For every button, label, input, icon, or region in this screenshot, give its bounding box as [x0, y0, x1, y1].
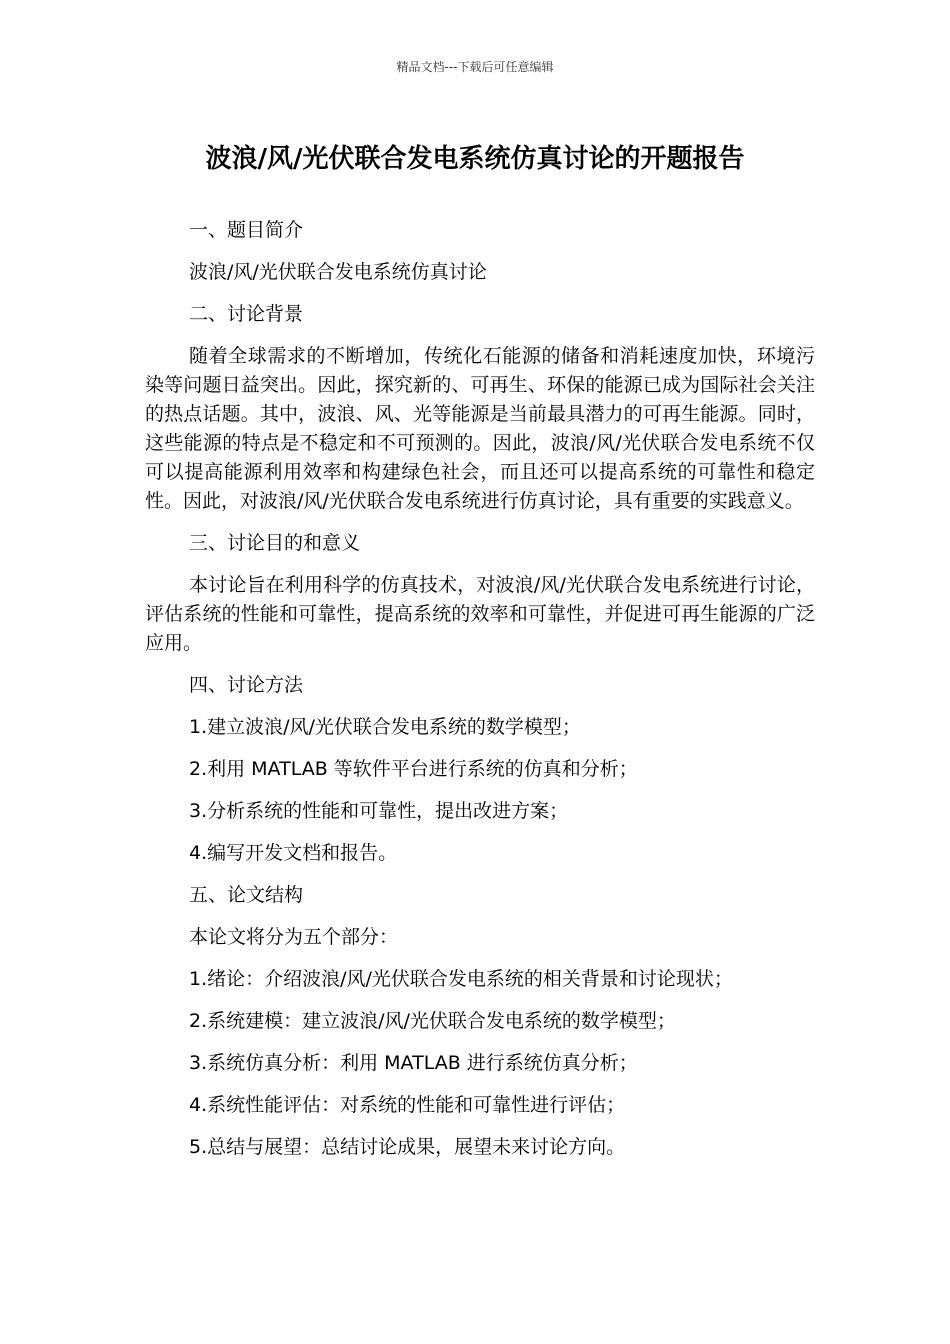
- section-heading-5: 五、论文结构: [189, 884, 304, 906]
- method-item: 2.利用 MATLAB 等软件平台进行系统的仿真和分析；: [189, 758, 638, 780]
- section-text-1: 波浪/风/光伏联合发电系统仿真讨论: [189, 261, 487, 283]
- structure-intro: 本论文将分为五个部分：: [189, 926, 399, 948]
- section-heading-3: 三、讨论目的和意义: [189, 532, 361, 554]
- structure-item: 5.总结与展望：总结讨论成果，展望未来讨论方向。: [189, 1136, 626, 1158]
- structure-item: 2.系统建模：建立波浪/风/光伏联合发电系统的数学模型；: [189, 1010, 676, 1032]
- section-heading-1: 一、题目简介: [189, 219, 304, 241]
- method-item: 3.分析系统的性能和可靠性，提出改进方案；: [189, 800, 569, 822]
- section-paragraph-3: 本讨论旨在利用科学的仿真技术，对波浪/风/光伏联合发电系统进行讨论，评估系统的性能和可靠性，提高系统的效率和可靠性，并促进可再生能源的广泛应用。: [145, 574, 815, 654]
- structure-item: 3.系统仿真分析：利用 MATLAB 进行系统仿真分析；: [189, 1052, 638, 1074]
- structure-item: 1.绪论：介绍波浪/风/光伏联合发电系统的相关背景和讨论现状；: [189, 968, 733, 990]
- section-heading-2: 二、讨论背景: [189, 303, 304, 325]
- section-heading-4: 四、讨论方法: [189, 674, 304, 696]
- document-body: [145, 216, 815, 1175]
- structure-item: 4.系统性能评估：对系统的性能和可靠性进行评估；: [189, 1094, 626, 1116]
- page-header: 精品文档---下载后可任意编辑: [396, 60, 554, 74]
- section-paragraph-2: 随着全球需求的不断增加，传统化石能源的储备和消耗速度加快，环境污染等问题日益突出。因此，探究新的、可再生、环保的能源已成为国际社会关注的热点话题。其中，波浪、风、光等能源是当前最具潜力的可再生能源。同时，这些能源的特点是不稳定和不可预测的。因此，波浪/风/光伏联合发电系统不仅可以提高能源利用效率和构建绿色社会，而且还可以提高系统的可靠性和稳定性。因此，对波浪/风/光伏联合发电系统进行仿真讨论，具有重要的实践意义。: [145, 345, 815, 512]
- method-item: 1.建立波浪/风/光伏联合发电系统的数学模型；: [189, 716, 581, 738]
- method-item: 4.编写开发文档和报告。: [189, 842, 398, 864]
- document-title: 波浪/风/光伏联合发电系统仿真讨论的开题报告: [205, 144, 745, 174]
